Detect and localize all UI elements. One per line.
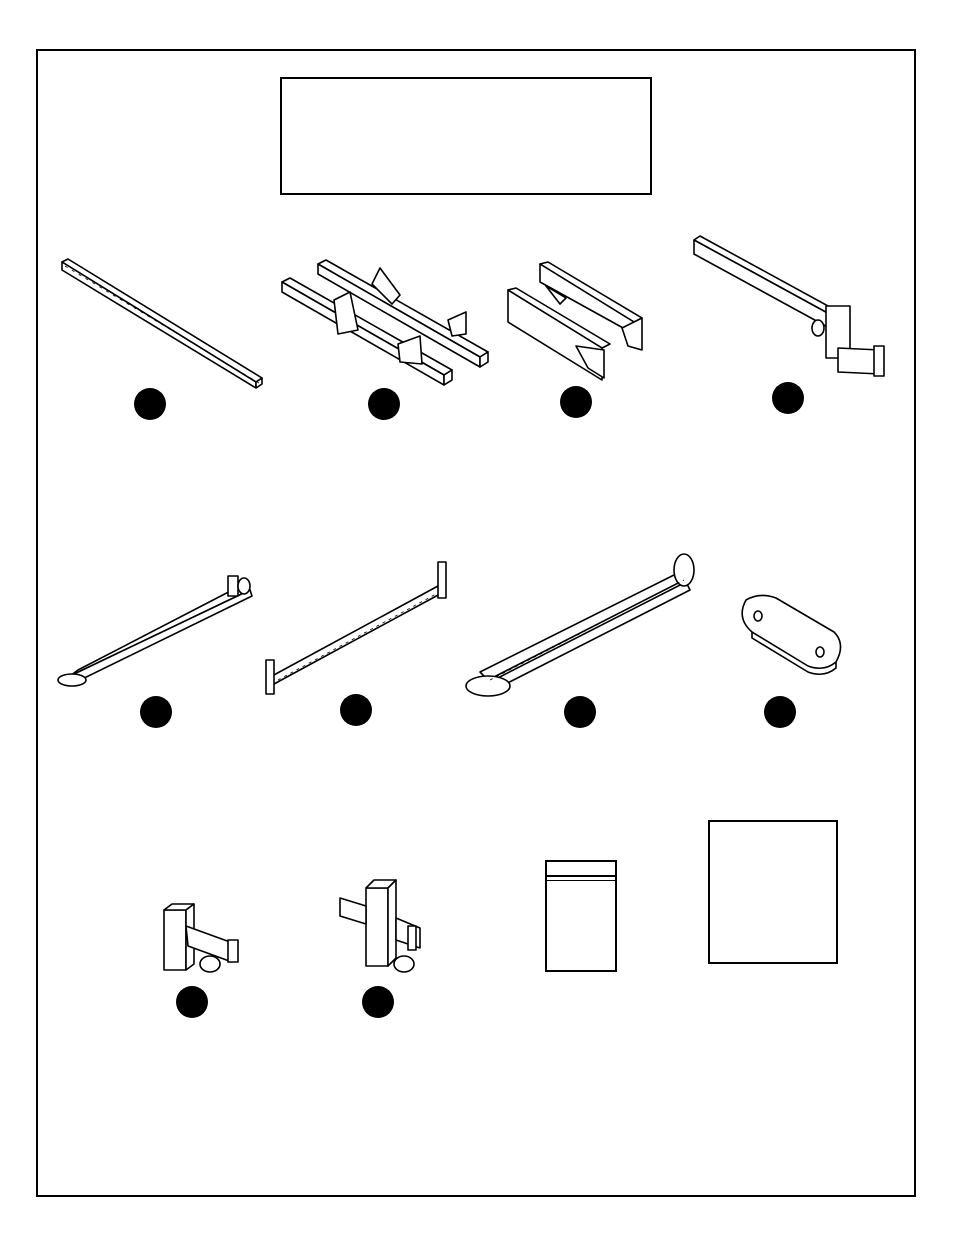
part-9-single-sleeve (164, 904, 238, 972)
part-7-marker (564, 696, 596, 728)
part-10-marker (362, 986, 394, 1018)
part-1-marker (134, 388, 166, 420)
part-4-marker (772, 382, 804, 414)
part-9-marker (176, 986, 208, 1018)
part-3-short-brackets (508, 262, 642, 380)
part-7-double-crossbar (466, 554, 694, 696)
part-4-arm-sleeve (694, 236, 884, 376)
part-1-upright-bar (62, 259, 262, 388)
part-3-marker (560, 386, 592, 418)
part-6-crossbar-flat (266, 562, 446, 694)
part-5-marker (140, 696, 172, 728)
bag-seal (547, 875, 615, 881)
part-12-instruction-sheet (708, 820, 838, 964)
part-6-marker (340, 694, 372, 726)
part-8-marker (764, 696, 796, 728)
part-2-marker (368, 388, 400, 420)
part-10-double-sleeve (340, 880, 420, 972)
part-2-base-rails (282, 260, 488, 385)
part-11-hardware-bag (545, 860, 617, 972)
part-5-crossbar-round (58, 576, 252, 686)
part-8-oval-plate (742, 595, 840, 674)
